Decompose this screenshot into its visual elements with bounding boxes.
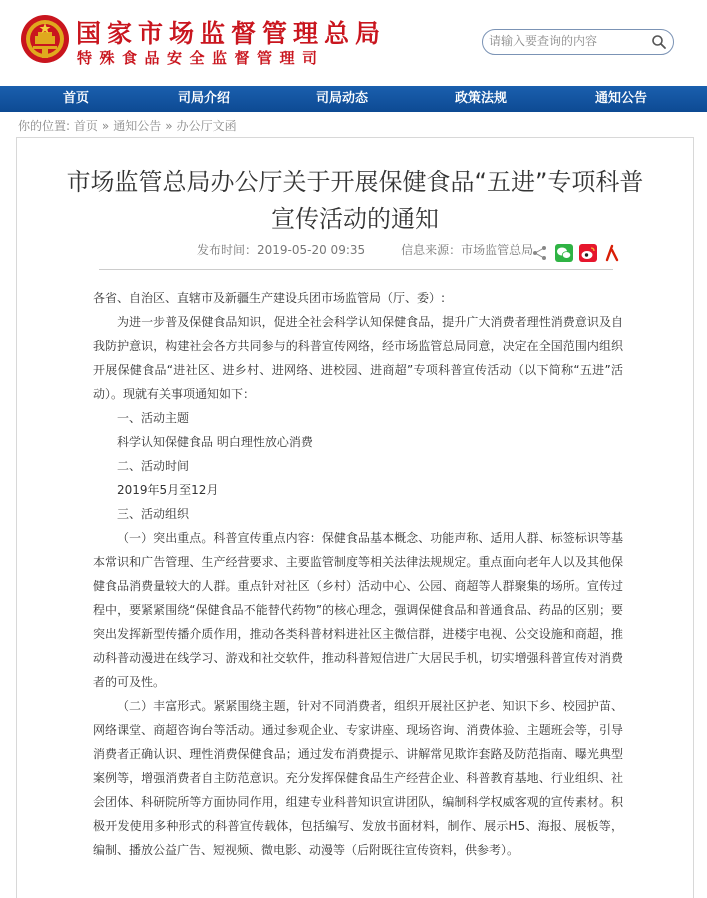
nav-item-bureau-news[interactable]: 司局动态 [315,91,368,106]
search-box [482,29,674,55]
activity-time: 2019年5月至12月 [117,483,219,497]
article-paragraph: （二）丰富形式。紧紧围绕主题，针对不同消费者，组织开展社区护老、知识下乡、校园护苗、网络课堂、商超咨询台等活动。通过参观企业、专家讲座、现场咨询、消费体验、主题班会等，引导消费者正确认识、理性消费保健食品；通过发布消费提示、讲解常见欺诈套路及防范指南、曝光典型案例等，增强消费者自主防范意识。充分发挥保健食品生产经营企业、科普教育基地、行业组织、社会团体、科研院所等方面协同作用，组建专业科普知识宣讲团队，编制科学权威客观的宣传素材。积极开发使用多种形式的科普宣传载体，包括编写、发放书面材料，制作、展示H5、海报、展板等，编制、播放公益广告、短视频、微电影、动漫等（后附既往宣传资料，供参考）。 [93,699,623,857]
national-emblem-icon[interactable] [20,14,70,64]
publish-time: 发布时间：2019-05-20 09:35 [197,243,366,257]
article-source: 信息来源：市场监管总局 [401,243,534,257]
breadcrumb-office-letters[interactable]: 办公厅文函 [176,119,237,133]
renren-icon[interactable] [603,244,621,262]
breadcrumb [18,117,237,134]
search-icon[interactable] [651,34,667,50]
nav-item-notices[interactable]: 通知公告 [594,91,647,106]
breadcrumb-separator: » [165,119,173,133]
article-panel [16,137,694,898]
article-paragraph: 为进一步普及保健食品知识，促进全社会科学认知保健食品，提升广大消费者理性消费意识及自我防护意识，构建社会各方共同参与的科普宣传网络，经市场监管总局同意，决定在全国范围内组织开展保健食品“进社区、进乡村、进网络、进校园、进商超”专项科普宣传活动（以下简称“五进”活动）。现就有关事项通知如下： [93,315,623,401]
nav-item-home[interactable]: 首页 [62,91,89,106]
nav-item-policies[interactable]: 政策法规 [454,91,507,106]
section-heading: 三、活动组织 [117,507,190,521]
breadcrumb-separator: » [101,119,110,133]
breadcrumb-notices[interactable]: 通知公告 [113,119,162,133]
breadcrumb-prefix: 你的位置: [18,119,71,133]
article-meta [197,241,533,258]
main-nav [0,86,707,112]
section-heading: 一、活动主题 [117,411,190,425]
weibo-icon[interactable] [579,244,597,262]
nav-item-bureau-intro[interactable]: 司局介绍 [177,91,230,106]
activity-theme: 科学认知保健食品 明白理性放心消费 [117,435,313,449]
section-heading: 二、活动时间 [117,459,190,473]
article-title: 市场监管总局办公厅关于开展保健食品“五进”专项科普宣传活动的通知 [66,168,644,233]
site-subname[interactable]: 特殊食品安全监督管理司 [77,49,325,67]
meta-divider [99,269,613,270]
search-input[interactable] [489,32,644,50]
site-header [0,0,707,84]
share-icon[interactable] [531,244,549,262]
site-name[interactable]: 国家市场监督管理总局 [76,19,387,48]
breadcrumb-home[interactable]: 首页 [73,119,98,133]
article-paragraph: （一）突出重点。科普宣传重点内容：保健食品基本概念、功能声称、适用人群、标签标识等基本常识和广告管理、生产经营要求、主要监管制度等相关法律法规规定。重点面向老年人以及其他保健食品消费量较大的人群。重点针对社区（乡村）活动中心、公园、商超等人群聚集的场所。宣传过程中，要紧紧围绕“保健食品不能替代药物”的核心理念，强调保健食品和普通食品、药品的区别；要突出发挥新型传播介质作用，推动各类科普材料进社区主微信群，进楼宇电视、公交设施和商超，推动科普动漫进在线学习、游戏和社交软件，推动科普短信进广大居民手机，切实增强科普宣传对消费者的可及性。 [93,531,623,689]
wechat-icon[interactable] [555,244,573,262]
article-body [93,286,623,862]
article-salutation: 各省、自治区、直辖市及新疆生产建设兵团市场监管局（厅、委）: [93,291,446,305]
